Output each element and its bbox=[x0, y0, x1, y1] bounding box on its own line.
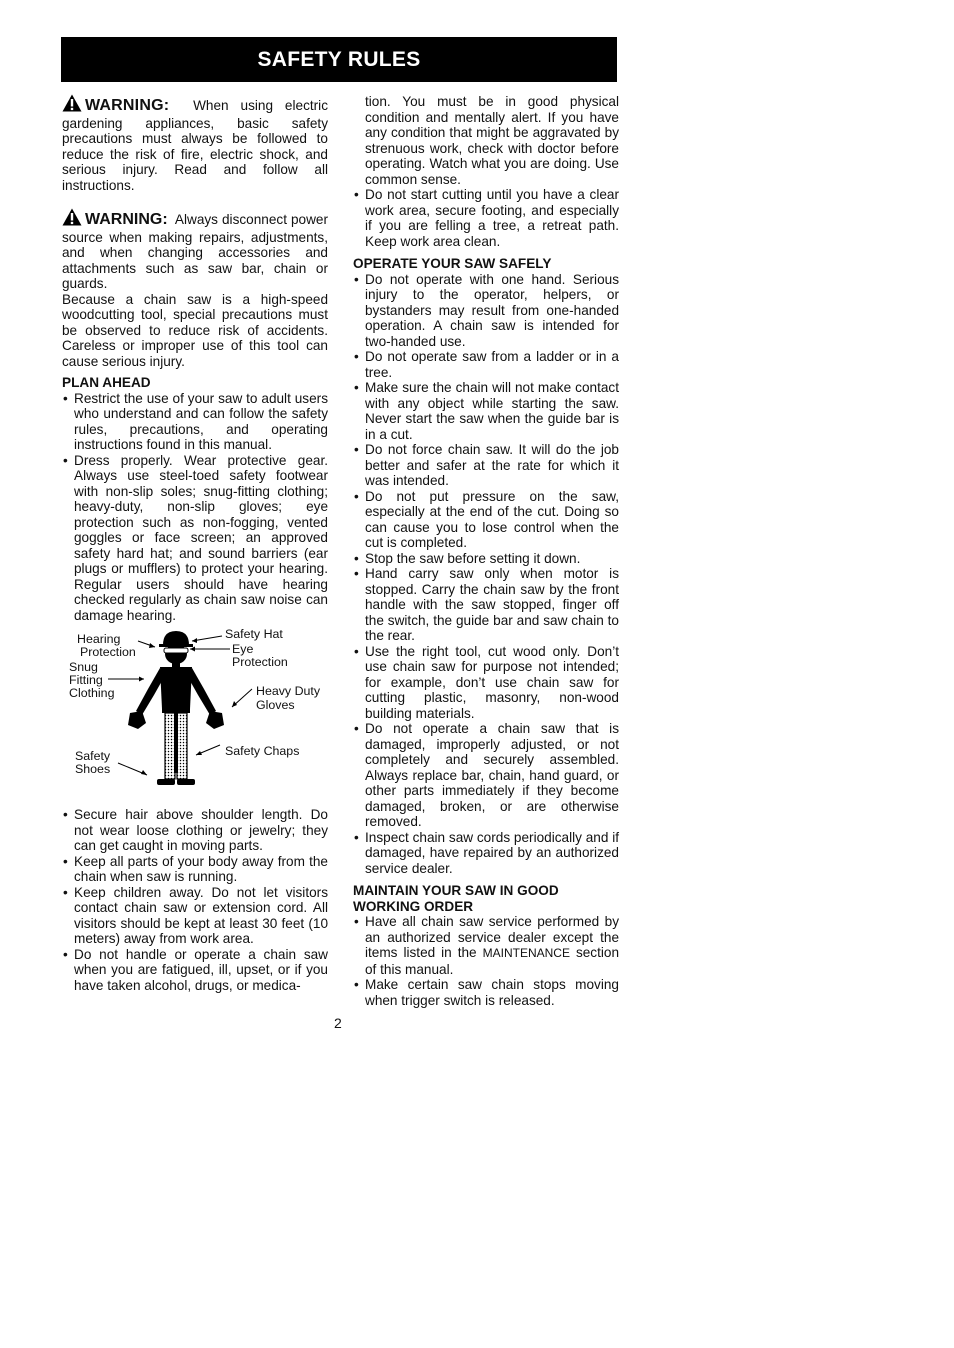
label-fitting: Fitting bbox=[69, 673, 103, 687]
label-safety-chaps: Safety Chaps bbox=[225, 744, 300, 758]
list-item: • Secure hair above shoulder length. Do not wear loose clothing or jewelry; they can get caught in moving parts. bbox=[62, 807, 328, 854]
list-item: • Do not force chain saw. It will do the job better and safer at the rate for which it was intended. bbox=[353, 442, 619, 489]
label-heavy-duty: Heavy Duty bbox=[256, 684, 321, 698]
warning-triangle-icon bbox=[62, 94, 82, 116]
list-item: • Do not put pressure on the saw, especially at the end of the cut. Doing so can cause you to lose control when the cut is completed. bbox=[353, 489, 619, 551]
list-item: • Dress properly. Wear protective gear. Always use steel-toed safety footwear with non-slip soles; snug-fitting clothing; heavy-duty, non-slip gloves; eye protection such as non-fogging, vented goggles or face screen; an approved safety hard hat; and sound barriers (ear plugs or mufflers) to protect your hearing. Regular users should have hearing checked regularly as chain saw noise can damage hearing. bbox=[62, 453, 328, 624]
protective-gear-figure bbox=[62, 627, 328, 805]
page-title: SAFETY RULES bbox=[257, 48, 421, 71]
list-item: • Do not operate with one hand. Serious injury to the operator, helpers, or bystanders may result from one-handed operation. A chain saw is intended for two-handed use. bbox=[353, 272, 619, 350]
warning-block-2 bbox=[62, 208, 328, 292]
page-number: 2 bbox=[334, 1015, 342, 1031]
label-eye-protection: Protection bbox=[232, 655, 288, 669]
label-safety-hat: Safety Hat bbox=[225, 627, 283, 641]
list-item: • Inspect chain saw cords periodically and if damaged, have repaired by an authorized service dealer. bbox=[353, 830, 619, 877]
operate-heading: OPERATE YOUR SAW SAFELY bbox=[353, 256, 552, 271]
plan-ahead-heading: PLAN AHEAD bbox=[62, 375, 151, 390]
label-safety: Safety bbox=[75, 749, 111, 763]
page-title-banner bbox=[61, 37, 617, 82]
list-item: • Do not operate saw from a ladder or in a tree. bbox=[353, 349, 619, 380]
intro-paragraph: Because a chain saw is a high-speed woodcutting tool, special precautions must be observed to reduce risk of accidents. Careless or improper use of this tool can cause serious injury. bbox=[62, 291, 328, 369]
list-item: • Make certain saw chain stops moving when trigger switch is released. bbox=[353, 977, 619, 1008]
label-snug: Snug bbox=[69, 660, 98, 674]
maintain-heading: MAINTAIN YOUR SAW IN GOOD WORKING ORDER bbox=[353, 883, 559, 914]
list-item: • Do not operate a chain saw that is damaged, improperly adjusted, or not completely and securely assembled. Always replace bar, chain, hand guard, or other parts immediately if they become damaged, broken, or are otherwise removed. bbox=[353, 721, 619, 830]
maintain-item-text-end: section of this manual. bbox=[365, 945, 620, 977]
maintain-list bbox=[353, 914, 619, 1008]
list-item bbox=[353, 914, 619, 977]
list-item: • Use the right tool, cut wood only. Don’t use chain saw for purpose not intended; for example, don’t use chain saw for cutting plastic, masonry, non-wood building materials. bbox=[353, 644, 619, 722]
list-item: • Restrict the use of your saw to adult users who understand and can follow the safety rules, precautions, and operating instructions found in this manual. bbox=[62, 391, 328, 453]
label-hearing-protection: Protection bbox=[80, 645, 136, 659]
list-item: • Do not handle or operate a chain saw when you are fatigued, ill, upset, or if you have taken alcohol, drugs, or medica- bbox=[62, 947, 328, 994]
continuation-paragraph: tion. You must be in good physical condition and mentally alert. If you have any condition that might be aggravated by strenuous work, check with doctor before operating. Watch what you are doing. Use common sense. bbox=[365, 94, 619, 187]
label-clothing: Clothing bbox=[69, 686, 115, 700]
continuation-list bbox=[353, 187, 619, 249]
maintain-item-text: Have all chain saw service performed by an authorized service dealer except the items listed in the bbox=[365, 914, 619, 960]
label-eye: Eye bbox=[232, 642, 254, 656]
list-item: • Do not start cutting until you have a clear work area, secure footing, and especially if you are felling a tree, a retreat path. Keep work area clean. bbox=[353, 187, 619, 249]
warning-label: WARNING: bbox=[85, 211, 168, 228]
left-column bbox=[62, 94, 328, 993]
list-item: • Keep children away. Do not let visitors contact chain saw or extension cord. All visitors should be kept at least 30 feet (10 meters) away from work area. bbox=[62, 885, 328, 947]
plan-ahead-list-continued bbox=[62, 807, 328, 993]
list-item: • Keep all parts of your body away from the chain when saw is running. bbox=[62, 854, 328, 885]
warning-block-1 bbox=[62, 94, 328, 193]
warning-text: When using electric gardening appliances, basic safety precautions must always be followed to reduce the risk of fire, electric shock, and serious injury. Read and follow all instructions. bbox=[62, 98, 328, 193]
plan-ahead-list bbox=[62, 391, 328, 624]
operate-list bbox=[353, 272, 619, 877]
list-item: • Make sure the chain will not make contact with any object while starting the saw. Never start the saw when the guide bar is in a cut. bbox=[353, 380, 619, 442]
maintenance-reference: MAINTENANCE bbox=[482, 946, 570, 960]
warning-label: WARNING: bbox=[85, 97, 170, 114]
label-gloves: Gloves bbox=[256, 698, 295, 712]
list-item: • Stop the saw before setting it down. bbox=[353, 551, 619, 567]
warning-text: Always disconnect power source when making repairs, adjustments, and when changing accessories and attachments such as saw bar, chain or guards. bbox=[62, 212, 328, 291]
label-shoes: Shoes bbox=[75, 762, 111, 776]
warning-triangle-icon bbox=[62, 208, 82, 230]
label-hearing: Hearing bbox=[77, 632, 121, 646]
list-item: • Hand carry saw only when motor is stopped. Carry the chain saw by the front handle with the saw stopped, finger off the switch, the guide bar and saw chain to the rear. bbox=[353, 566, 619, 644]
right-column bbox=[353, 94, 619, 1008]
